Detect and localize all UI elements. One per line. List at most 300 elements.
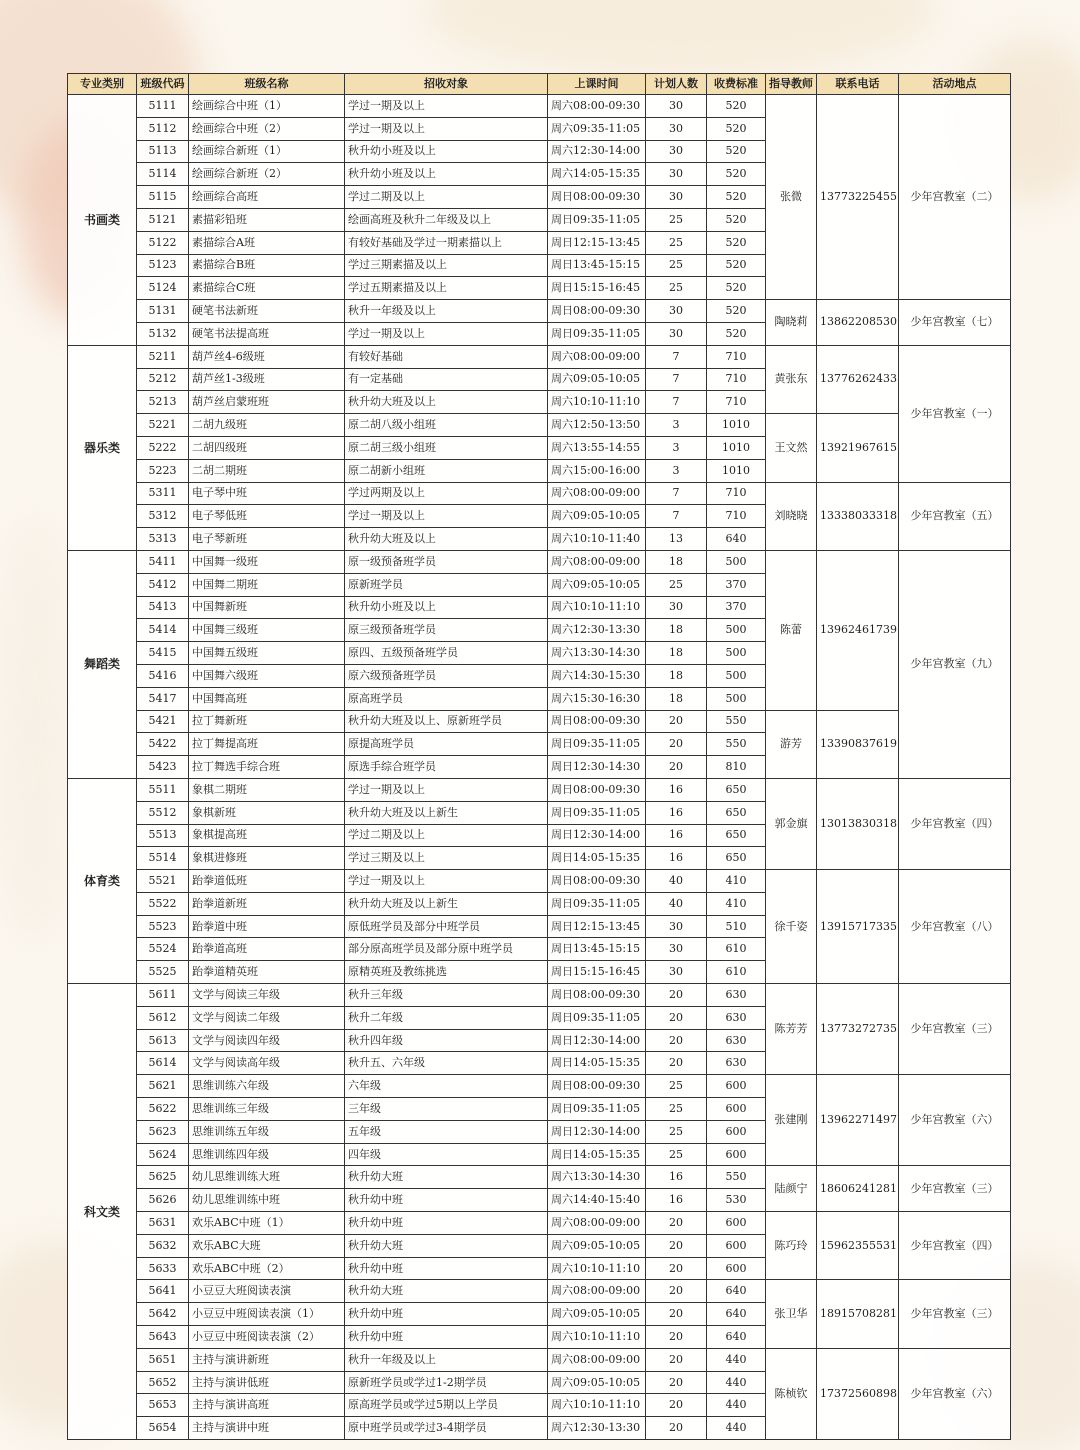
time-cell: 周六13:30-14:30 <box>548 1166 646 1189</box>
teacher-cell: 张卫华 <box>766 1280 817 1348</box>
time-cell: 周日09:35-11:05 <box>548 733 646 756</box>
target-cell: 秋升幼大班及以上、原新班学员 <box>345 710 548 733</box>
quota-cell: 16 <box>646 847 707 870</box>
teacher-cell: 张建刚 <box>766 1075 817 1166</box>
target-cell: 学过一期及以上 <box>345 95 548 118</box>
class-name-cell: 中国舞新班 <box>189 596 345 619</box>
code-cell: 5111 <box>137 95 189 118</box>
target-cell: 五年级 <box>345 1120 548 1143</box>
fee-cell: 630 <box>707 1006 766 1029</box>
time-cell: 周六12:30-13:30 <box>548 619 646 642</box>
header-category: 专业类别 <box>68 74 137 95</box>
class-name-cell: 跆拳道高班 <box>189 938 345 961</box>
place-cell: 少年宫教室（七） <box>899 300 1011 346</box>
target-cell: 秋升四年级 <box>345 1029 548 1052</box>
target-cell: 学过一期及以上 <box>345 117 548 140</box>
teacher-cell: 陈蕾 <box>766 550 817 710</box>
time-cell: 周六08:00-09:00 <box>548 1280 646 1303</box>
class-name-cell: 二胡二期班 <box>189 459 345 482</box>
time-cell: 周日14:05-15:35 <box>548 1143 646 1166</box>
target-cell: 秋升幼小班及以上 <box>345 140 548 163</box>
class-name-cell: 绘画综合高班 <box>189 186 345 209</box>
category-cell: 体育类 <box>68 778 137 983</box>
fee-cell: 640 <box>707 1326 766 1349</box>
time-cell: 周日15:15-16:45 <box>548 277 646 300</box>
code-cell: 5112 <box>137 117 189 140</box>
target-cell: 学过一期及以上 <box>345 322 548 345</box>
class-name-cell: 跆拳道低班 <box>189 870 345 893</box>
class-name-cell: 葫芦丝4-6级班 <box>189 345 345 368</box>
quota-cell: 16 <box>646 778 707 801</box>
decor-wash-left <box>0 520 70 940</box>
table-row <box>68 300 1011 323</box>
class-name-cell: 象棋提高班 <box>189 824 345 847</box>
quota-cell: 20 <box>646 1234 707 1257</box>
quota-cell: 7 <box>646 505 707 528</box>
time-cell: 周六15:00-16:00 <box>548 459 646 482</box>
fee-cell: 520 <box>707 254 766 277</box>
target-cell: 原四、五级预备班学员 <box>345 642 548 665</box>
target-cell: 原高班学员或学过5期以上学员 <box>345 1394 548 1417</box>
place-cell: 少年宫教室（三） <box>899 1280 1011 1348</box>
fee-cell: 600 <box>707 1098 766 1121</box>
code-cell: 5421 <box>137 710 189 733</box>
class-name-cell: 中国舞六级班 <box>189 664 345 687</box>
header-quota: 计划人数 <box>646 74 707 95</box>
phone-cell: 13773225455 <box>817 95 899 300</box>
class-name-cell: 主持与演讲新班 <box>189 1348 345 1371</box>
code-cell: 5633 <box>137 1257 189 1280</box>
target-cell: 原低班学员及部分中班学员 <box>345 915 548 938</box>
time-cell: 周六08:00-09:00 <box>548 482 646 505</box>
fee-cell: 650 <box>707 778 766 801</box>
target-cell: 秋升幼大班及以上新生 <box>345 892 548 915</box>
target-cell: 秋升幼中班 <box>345 1189 548 1212</box>
target-cell: 原三级预备班学员 <box>345 619 548 642</box>
fee-cell: 410 <box>707 870 766 893</box>
table-row <box>68 414 1011 437</box>
header-class-name: 班级名称 <box>189 74 345 95</box>
target-cell: 三年级 <box>345 1098 548 1121</box>
target-cell: 学过三期及以上 <box>345 847 548 870</box>
table-row <box>68 870 1011 893</box>
table-row <box>68 1212 1011 1235</box>
quota-cell: 3 <box>646 459 707 482</box>
fee-cell: 520 <box>707 117 766 140</box>
quota-cell: 30 <box>646 322 707 345</box>
fee-cell: 500 <box>707 619 766 642</box>
code-cell: 5132 <box>137 322 189 345</box>
code-cell: 5524 <box>137 938 189 961</box>
code-cell: 5123 <box>137 254 189 277</box>
code-cell: 5642 <box>137 1303 189 1326</box>
teacher-cell: 陆颜宁 <box>766 1166 817 1212</box>
quota-cell: 30 <box>646 938 707 961</box>
class-name-cell: 文学与阅读三年级 <box>189 984 345 1007</box>
place-cell: 少年宫教室（六） <box>899 1075 1011 1166</box>
target-cell: 有较好基础 <box>345 345 548 368</box>
quota-cell: 30 <box>646 596 707 619</box>
phone-cell: 13862208530 <box>817 300 899 346</box>
quota-cell: 7 <box>646 368 707 391</box>
fee-cell: 370 <box>707 596 766 619</box>
fee-cell: 510 <box>707 915 766 938</box>
code-cell: 5511 <box>137 778 189 801</box>
class-name-cell: 中国舞高班 <box>189 687 345 710</box>
time-cell: 周六08:00-09:00 <box>548 1348 646 1371</box>
time-cell: 周六08:00-09:30 <box>548 95 646 118</box>
fee-cell: 1010 <box>707 459 766 482</box>
teacher-cell: 陈巧玲 <box>766 1212 817 1280</box>
code-cell: 5422 <box>137 733 189 756</box>
target-cell: 原二胡三级小组班 <box>345 436 548 459</box>
code-cell: 5222 <box>137 436 189 459</box>
header-teacher: 指导教师 <box>766 74 817 95</box>
quota-cell: 25 <box>646 573 707 596</box>
teacher-cell: 徐千姿 <box>766 870 817 984</box>
code-cell: 5114 <box>137 163 189 186</box>
target-cell: 秋升幼小班及以上 <box>345 596 548 619</box>
class-name-cell: 主持与演讲高班 <box>189 1394 345 1417</box>
target-cell: 原一级预备班学员 <box>345 550 548 573</box>
teacher-cell: 张微 <box>766 95 817 300</box>
place-cell: 少年宫教室（五） <box>899 482 1011 550</box>
target-cell: 秋升幼中班 <box>345 1326 548 1349</box>
class-name-cell: 文学与阅读高年级 <box>189 1052 345 1075</box>
target-cell: 秋升二年级 <box>345 1006 548 1029</box>
time-cell: 周六10:10-11:40 <box>548 528 646 551</box>
fee-cell: 500 <box>707 642 766 665</box>
class-name-cell: 绘画综合新班（2） <box>189 163 345 186</box>
code-cell: 5622 <box>137 1098 189 1121</box>
code-cell: 5513 <box>137 824 189 847</box>
code-cell: 5525 <box>137 961 189 984</box>
quota-cell: 18 <box>646 642 707 665</box>
quota-cell: 20 <box>646 1006 707 1029</box>
class-name-cell: 象棋进修班 <box>189 847 345 870</box>
quota-cell: 20 <box>646 1348 707 1371</box>
time-cell: 周六09:05-10:05 <box>548 1371 646 1394</box>
code-cell: 5414 <box>137 619 189 642</box>
time-cell: 周日08:00-09:30 <box>548 710 646 733</box>
class-name-cell: 电子琴低班 <box>189 505 345 528</box>
time-cell: 周日12:15-13:45 <box>548 231 646 254</box>
code-cell: 5417 <box>137 687 189 710</box>
class-name-cell: 拉丁舞提高班 <box>189 733 345 756</box>
class-name-cell: 中国舞二期班 <box>189 573 345 596</box>
quota-cell: 30 <box>646 300 707 323</box>
table-row <box>68 1348 1011 1371</box>
table-row <box>68 984 1011 1007</box>
fee-cell: 1010 <box>707 436 766 459</box>
class-schedule-table <box>67 73 1011 1440</box>
teacher-cell: 黄张东 <box>766 345 817 413</box>
class-name-cell: 小豆豆中班阅读表演（1） <box>189 1303 345 1326</box>
table-row <box>68 778 1011 801</box>
quota-cell: 20 <box>646 1212 707 1235</box>
code-cell: 5312 <box>137 505 189 528</box>
quota-cell: 3 <box>646 436 707 459</box>
class-name-cell: 绘画综合中班（2） <box>189 117 345 140</box>
quota-cell: 30 <box>646 961 707 984</box>
time-cell: 周六08:00-09:00 <box>548 345 646 368</box>
target-cell: 秋升一年级及以上 <box>345 1348 548 1371</box>
quota-cell: 16 <box>646 1166 707 1189</box>
fee-cell: 370 <box>707 573 766 596</box>
teacher-cell: 陈桢钦 <box>766 1348 817 1439</box>
fee-cell: 600 <box>707 1120 766 1143</box>
quota-cell: 16 <box>646 1189 707 1212</box>
code-cell: 5223 <box>137 459 189 482</box>
table-row <box>68 710 1011 733</box>
phone-cell: 13915717335 <box>817 870 899 984</box>
class-name-cell: 幼儿思维训练大班 <box>189 1166 345 1189</box>
fee-cell: 440 <box>707 1348 766 1371</box>
class-name-cell: 跆拳道精英班 <box>189 961 345 984</box>
category-cell: 科文类 <box>68 984 137 1440</box>
time-cell: 周日09:35-11:05 <box>548 208 646 231</box>
fee-cell: 650 <box>707 824 766 847</box>
quota-cell: 20 <box>646 1326 707 1349</box>
fee-cell: 710 <box>707 368 766 391</box>
category-cell: 舞蹈类 <box>68 550 137 778</box>
fee-cell: 1010 <box>707 414 766 437</box>
quota-cell: 25 <box>646 1120 707 1143</box>
class-name-cell: 主持与演讲中班 <box>189 1417 345 1440</box>
header-time: 上课时间 <box>548 74 646 95</box>
class-name-cell: 欢乐ABC中班（2） <box>189 1257 345 1280</box>
quota-cell: 25 <box>646 1098 707 1121</box>
target-cell: 原新班学员 <box>345 573 548 596</box>
place-cell: 少年宫教室（四） <box>899 1212 1011 1280</box>
quota-cell: 25 <box>646 208 707 231</box>
time-cell: 周六12:30-14:00 <box>548 140 646 163</box>
target-cell: 学过二期及以上 <box>345 824 548 847</box>
class-name-cell: 象棋二期班 <box>189 778 345 801</box>
quota-cell: 40 <box>646 892 707 915</box>
class-name-cell: 绘画综合新班（1） <box>189 140 345 163</box>
header-fee: 收费标准 <box>707 74 766 95</box>
class-name-cell: 硬笔书法新班 <box>189 300 345 323</box>
target-cell: 原中班学员或学过3-4期学员 <box>345 1417 548 1440</box>
time-cell: 周六13:30-14:30 <box>548 642 646 665</box>
phone-cell: 13013830318 <box>817 778 899 869</box>
class-name-cell: 思维训练四年级 <box>189 1143 345 1166</box>
target-cell: 秋升幼中班 <box>345 1257 548 1280</box>
class-name-cell: 文学与阅读二年级 <box>189 1006 345 1029</box>
fee-cell: 710 <box>707 391 766 414</box>
code-cell: 5652 <box>137 1371 189 1394</box>
header-place: 活动地点 <box>899 74 1011 95</box>
quota-cell: 20 <box>646 710 707 733</box>
fee-cell: 520 <box>707 163 766 186</box>
teacher-cell: 陶晓莉 <box>766 300 817 346</box>
quota-cell: 30 <box>646 95 707 118</box>
target-cell: 秋升幼小班及以上 <box>345 163 548 186</box>
schedule-body <box>68 95 1011 1440</box>
code-cell: 5624 <box>137 1143 189 1166</box>
target-cell: 原选手综合班学员 <box>345 756 548 779</box>
code-cell: 5653 <box>137 1394 189 1417</box>
header-code: 班级代码 <box>137 74 189 95</box>
code-cell: 5122 <box>137 231 189 254</box>
class-name-cell: 素描综合C班 <box>189 277 345 300</box>
target-cell: 学过三期素描及以上 <box>345 254 548 277</box>
fee-cell: 640 <box>707 1303 766 1326</box>
fee-cell: 500 <box>707 664 766 687</box>
code-cell: 5654 <box>137 1417 189 1440</box>
time-cell: 周六10:10-11:10 <box>548 1257 646 1280</box>
code-cell: 5631 <box>137 1212 189 1235</box>
place-cell: 少年宫教室（九） <box>899 550 1011 778</box>
code-cell: 5614 <box>137 1052 189 1075</box>
table-row <box>68 482 1011 505</box>
time-cell: 周六14:30-15:30 <box>548 664 646 687</box>
phone-cell: 13962461739 <box>817 550 899 710</box>
time-cell: 周日09:35-11:05 <box>548 1006 646 1029</box>
class-name-cell: 二胡九级班 <box>189 414 345 437</box>
quota-cell: 25 <box>646 254 707 277</box>
class-name-cell: 幼儿思维训练中班 <box>189 1189 345 1212</box>
time-cell: 周六10:10-11:10 <box>548 391 646 414</box>
code-cell: 5221 <box>137 414 189 437</box>
fee-cell: 500 <box>707 550 766 573</box>
code-cell: 5113 <box>137 140 189 163</box>
class-name-cell: 电子琴新班 <box>189 528 345 551</box>
target-cell: 秋升幼中班 <box>345 1303 548 1326</box>
fee-cell: 440 <box>707 1417 766 1440</box>
fee-cell: 520 <box>707 277 766 300</box>
phone-cell: 15962355531 <box>817 1212 899 1280</box>
fee-cell: 610 <box>707 938 766 961</box>
quota-cell: 40 <box>646 870 707 893</box>
fee-cell: 710 <box>707 505 766 528</box>
class-name-cell: 素描综合A班 <box>189 231 345 254</box>
class-name-cell: 文学与阅读四年级 <box>189 1029 345 1052</box>
target-cell: 秋升五、六年级 <box>345 1052 548 1075</box>
class-name-cell: 拉丁舞选手综合班 <box>189 756 345 779</box>
table-row <box>68 1166 1011 1189</box>
code-cell: 5521 <box>137 870 189 893</box>
quota-cell: 7 <box>646 345 707 368</box>
phone-cell: 13776262433 <box>817 345 899 413</box>
time-cell: 周六09:05-10:05 <box>548 1234 646 1257</box>
code-cell: 5626 <box>137 1189 189 1212</box>
target-cell: 原六级预备班学员 <box>345 664 548 687</box>
quota-cell: 20 <box>646 1303 707 1326</box>
time-cell: 周日13:45-15:15 <box>548 254 646 277</box>
fee-cell: 710 <box>707 482 766 505</box>
place-cell: 少年宫教室（四） <box>899 778 1011 869</box>
code-cell: 5523 <box>137 915 189 938</box>
fee-cell: 600 <box>707 1143 766 1166</box>
class-name-cell: 思维训练六年级 <box>189 1075 345 1098</box>
code-cell: 5623 <box>137 1120 189 1143</box>
time-cell: 周日08:00-09:30 <box>548 1075 646 1098</box>
class-name-cell: 欢乐ABC中班（1） <box>189 1212 345 1235</box>
code-cell: 5313 <box>137 528 189 551</box>
class-name-cell: 欢乐ABC大班 <box>189 1234 345 1257</box>
class-name-cell: 思维训练五年级 <box>189 1120 345 1143</box>
quota-cell: 20 <box>646 984 707 1007</box>
fee-cell: 650 <box>707 847 766 870</box>
fee-cell: 520 <box>707 95 766 118</box>
time-cell: 周六12:30-13:30 <box>548 1417 646 1440</box>
class-name-cell: 思维训练三年级 <box>189 1098 345 1121</box>
teacher-cell: 郭金旗 <box>766 778 817 869</box>
fee-cell: 600 <box>707 1075 766 1098</box>
target-cell: 学过二期及以上 <box>345 186 548 209</box>
code-cell: 5643 <box>137 1326 189 1349</box>
class-name-cell: 象棋新班 <box>189 801 345 824</box>
category-cell: 书画类 <box>68 95 137 346</box>
time-cell: 周六09:05-10:05 <box>548 1303 646 1326</box>
quota-cell: 16 <box>646 824 707 847</box>
table-row <box>68 345 1011 368</box>
phone-cell: 13962271497 <box>817 1075 899 1166</box>
fee-cell: 640 <box>707 528 766 551</box>
fee-cell: 520 <box>707 322 766 345</box>
fee-cell: 630 <box>707 1052 766 1075</box>
quota-cell: 18 <box>646 664 707 687</box>
fee-cell: 600 <box>707 1212 766 1235</box>
quota-cell: 18 <box>646 619 707 642</box>
time-cell: 周六13:55-14:55 <box>548 436 646 459</box>
phone-cell: 17372560898 <box>817 1348 899 1439</box>
time-cell: 周日08:00-09:30 <box>548 300 646 323</box>
target-cell: 四年级 <box>345 1143 548 1166</box>
time-cell: 周日09:35-11:05 <box>548 322 646 345</box>
code-cell: 5412 <box>137 573 189 596</box>
fee-cell: 550 <box>707 733 766 756</box>
time-cell: 周日08:00-09:30 <box>548 870 646 893</box>
code-cell: 5625 <box>137 1166 189 1189</box>
code-cell: 5512 <box>137 801 189 824</box>
time-cell: 周六09:05-10:05 <box>548 505 646 528</box>
fee-cell: 440 <box>707 1394 766 1417</box>
target-cell: 秋升幼中班 <box>345 1212 548 1235</box>
fee-cell: 710 <box>707 345 766 368</box>
quota-cell: 18 <box>646 687 707 710</box>
quota-cell: 30 <box>646 186 707 209</box>
time-cell: 周六09:35-11:05 <box>548 117 646 140</box>
quota-cell: 16 <box>646 801 707 824</box>
code-cell: 5612 <box>137 1006 189 1029</box>
teacher-cell: 陈芳芳 <box>766 984 817 1075</box>
time-cell: 周六10:10-11:10 <box>548 1326 646 1349</box>
header-row <box>68 74 1011 95</box>
target-cell: 秋升幼大班及以上新生 <box>345 801 548 824</box>
class-name-cell: 二胡四级班 <box>189 436 345 459</box>
target-cell: 部分原高班学员及部分原中班学员 <box>345 938 548 961</box>
quota-cell: 20 <box>646 1257 707 1280</box>
time-cell: 周日08:00-09:30 <box>548 984 646 1007</box>
time-cell: 周日12:30-14:00 <box>548 824 646 847</box>
code-cell: 5211 <box>137 345 189 368</box>
class-name-cell: 跆拳道新班 <box>189 892 345 915</box>
class-name-cell: 中国舞五级班 <box>189 642 345 665</box>
quota-cell: 7 <box>646 482 707 505</box>
target-cell: 原二胡八级小组班 <box>345 414 548 437</box>
code-cell: 5522 <box>137 892 189 915</box>
class-name-cell: 小豆豆中班阅读表演（2） <box>189 1326 345 1349</box>
target-cell: 原精英班及教练挑选 <box>345 961 548 984</box>
time-cell: 周六10:10-11:10 <box>548 596 646 619</box>
fee-cell: 640 <box>707 1280 766 1303</box>
code-cell: 5423 <box>137 756 189 779</box>
target-cell: 秋升幼大班及以上 <box>345 391 548 414</box>
header-phone: 联系电话 <box>817 74 899 95</box>
